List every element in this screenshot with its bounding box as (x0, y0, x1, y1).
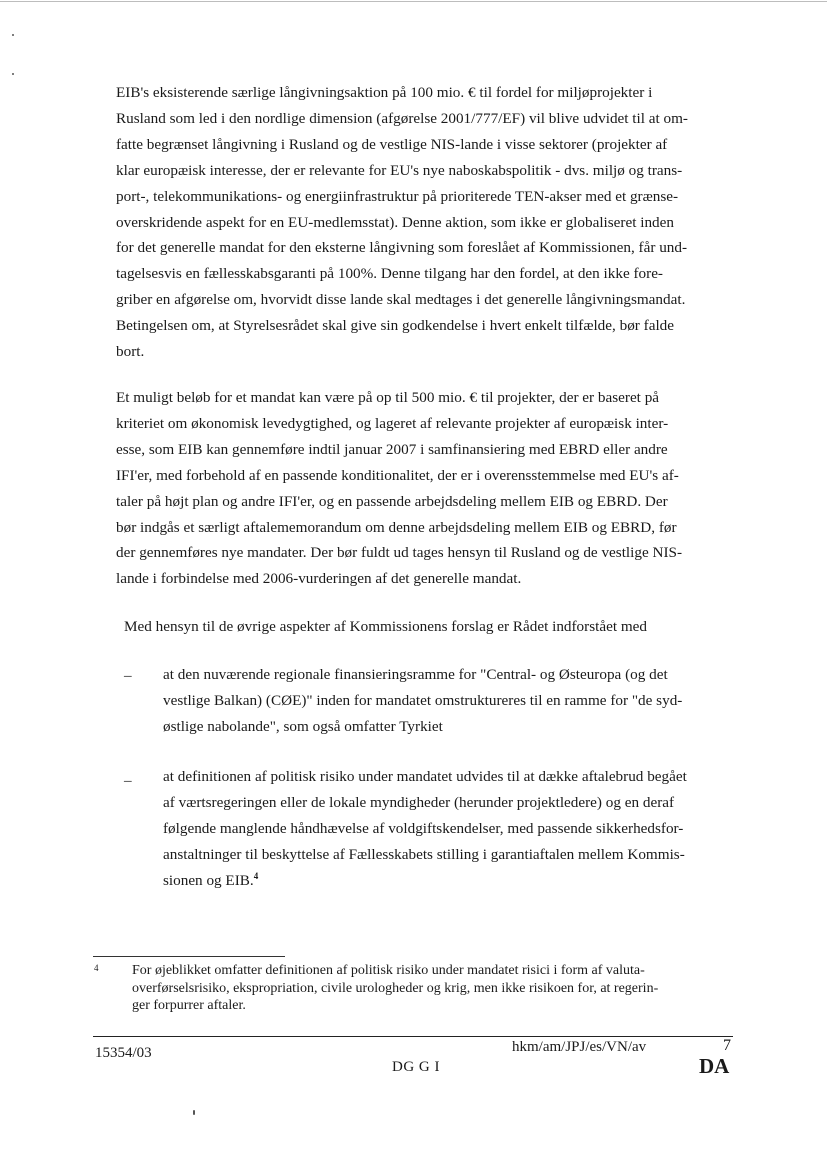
directorate-code: DG G I (392, 1059, 440, 1075)
text-line: kriteriet om økonomisk levedygtighed, og lageret af relevante projekter af europæisk inter- (116, 414, 669, 432)
text-line: Rusland som led i den nordlige dimension (afgørelse 2001/777/EF) vil blive udvidet til at om- (116, 109, 688, 127)
footnote-text (132, 962, 732, 1015)
text-line: Betingelsen om, at Styrelsesrådet skal give sin godkendelse i hvert enkelt tilfælde, bør falde (116, 317, 674, 335)
text-line: der gennemføres nye mandater. Der bør fuldt ud tages hensyn til Rusland og de vestlige NIS- (116, 544, 683, 562)
scan-speck (193, 1110, 195, 1115)
text-line (163, 868, 723, 894)
text-line: taler på højt plan og andre IFI'er, og en passende arbejdsdeling mellem EIB og EBRD. Der (116, 492, 668, 510)
footnote-number: 4 (94, 963, 99, 973)
footnote-separator (93, 956, 285, 957)
scan-top-edge (0, 1, 827, 2)
text-line: tagelsesvis en fællesskabsgaranti på 100%. Denne tilgang har den fordel, at den ikke fore- (116, 265, 663, 283)
text-line: port-, telekommunikations- og energiinfrastruktur på prioriterede TEN-akser med et grænse- (116, 187, 679, 205)
text-line: griber en afgørelse om, hvorvidt disse lande skal medtages i det generelle långivningsmandat. (116, 291, 686, 309)
text-line: IFI'er, med forbehold af en passende konditionalitet, der er i overensstemmelse med EU's af- (116, 466, 679, 484)
list-item-regional-framework (163, 662, 723, 740)
text-line: overskridende aspekt for en EU-medlemsstat). Denne aktion, som ikke er globaliseret inden (116, 213, 674, 231)
paragraph-other-aspects (124, 614, 724, 640)
text-line: bort. (116, 343, 145, 361)
footnote-reference: 4 (253, 870, 259, 881)
list-dash: – (124, 772, 132, 789)
text-line: anstaltninger til beskyttelse af Fællesskabets stilling i garantiaftalen mellem Kommis- (163, 845, 685, 863)
paragraph-mandate-amount (116, 385, 716, 592)
paragraph-eib-russia (116, 80, 716, 365)
text-line: fatte begrænset långivning i Rusland og de vestlige NIS-lande i visse sektorer (projekter af (116, 135, 668, 153)
scan-speck (12, 73, 14, 75)
text-line: klar europæisk interesse, der er relevante for EU's nye naboskabspolitik - dvs. miljø og trans- (116, 161, 683, 179)
text-line: at den nuværende regionale finansieringsramme for "Central- og Østeuropa (og det (163, 666, 668, 683)
text-line: for det generelle mandat for den eksterne långivning som foreslået af Kommissionen, får und- (116, 239, 688, 257)
text-line: af værtsregeringen eller de lokale myndigheder (herunder projektledere) og en deraf (163, 793, 675, 811)
document-number: 15354/03 (95, 1045, 152, 1061)
text-line: østlige nabolande", som også omfatter Tyrkiet (163, 717, 443, 735)
text-line: Med hensyn til de øvrige aspekter af Kommissionens forslag er Rådet indforstået med (124, 618, 647, 635)
footer-rule (93, 1036, 733, 1037)
text-line: at definitionen af politisk risiko under mandatet udvides til at dække aftalebrud begået (163, 768, 687, 785)
text-line: overførselsrisiko, ekspropriation, civile urologheder og krig, men ikke risikoen for, at regerin- (132, 980, 659, 996)
text-line: ger forpurrer aftaler. (132, 998, 246, 1013)
text-line: lande i forbindelse med 2006-vurderingen af det generelle mandat. (116, 570, 522, 588)
text-line: vestlige Balkan) (CØE)" inden for mandatet omstruktureres til en ramme for "de syd- (163, 691, 683, 709)
text-line: esse, som EIB kan gennemføre indtil januar 2007 i samfinansiering med EBRD eller andre (116, 440, 668, 458)
list-dash: – (124, 667, 132, 684)
text-line: EIB's eksisterende særlige långivningsaktion på 100 mio. € til fordel for miljøprojekter i (116, 84, 653, 101)
scan-speck (12, 34, 14, 36)
text-line: følgende manglende håndhævelse af voldgiftskendelser, med passende sikkerhedsfor- (163, 819, 684, 837)
author-reference: hkm/am/JPJ/es/VN/av (512, 1039, 647, 1055)
language-code: DA (699, 1054, 730, 1078)
list-item-political-risk (163, 764, 723, 894)
text-line: Et muligt beløb for et mandat kan være på op til 500 mio. € til projekter, der er baseret på (116, 389, 660, 406)
page-number: 7 (723, 1037, 731, 1054)
text-line: For øjeblikket omfatter definitionen af politisk risiko under mandatet risici i form af valuta- (132, 963, 645, 978)
text-fragment: sionen og EIB. (163, 871, 254, 889)
text-line: bør indgås et særligt aftalememorandum om denne arbejdsdeling mellem EIB og EBRD, før (116, 518, 677, 536)
